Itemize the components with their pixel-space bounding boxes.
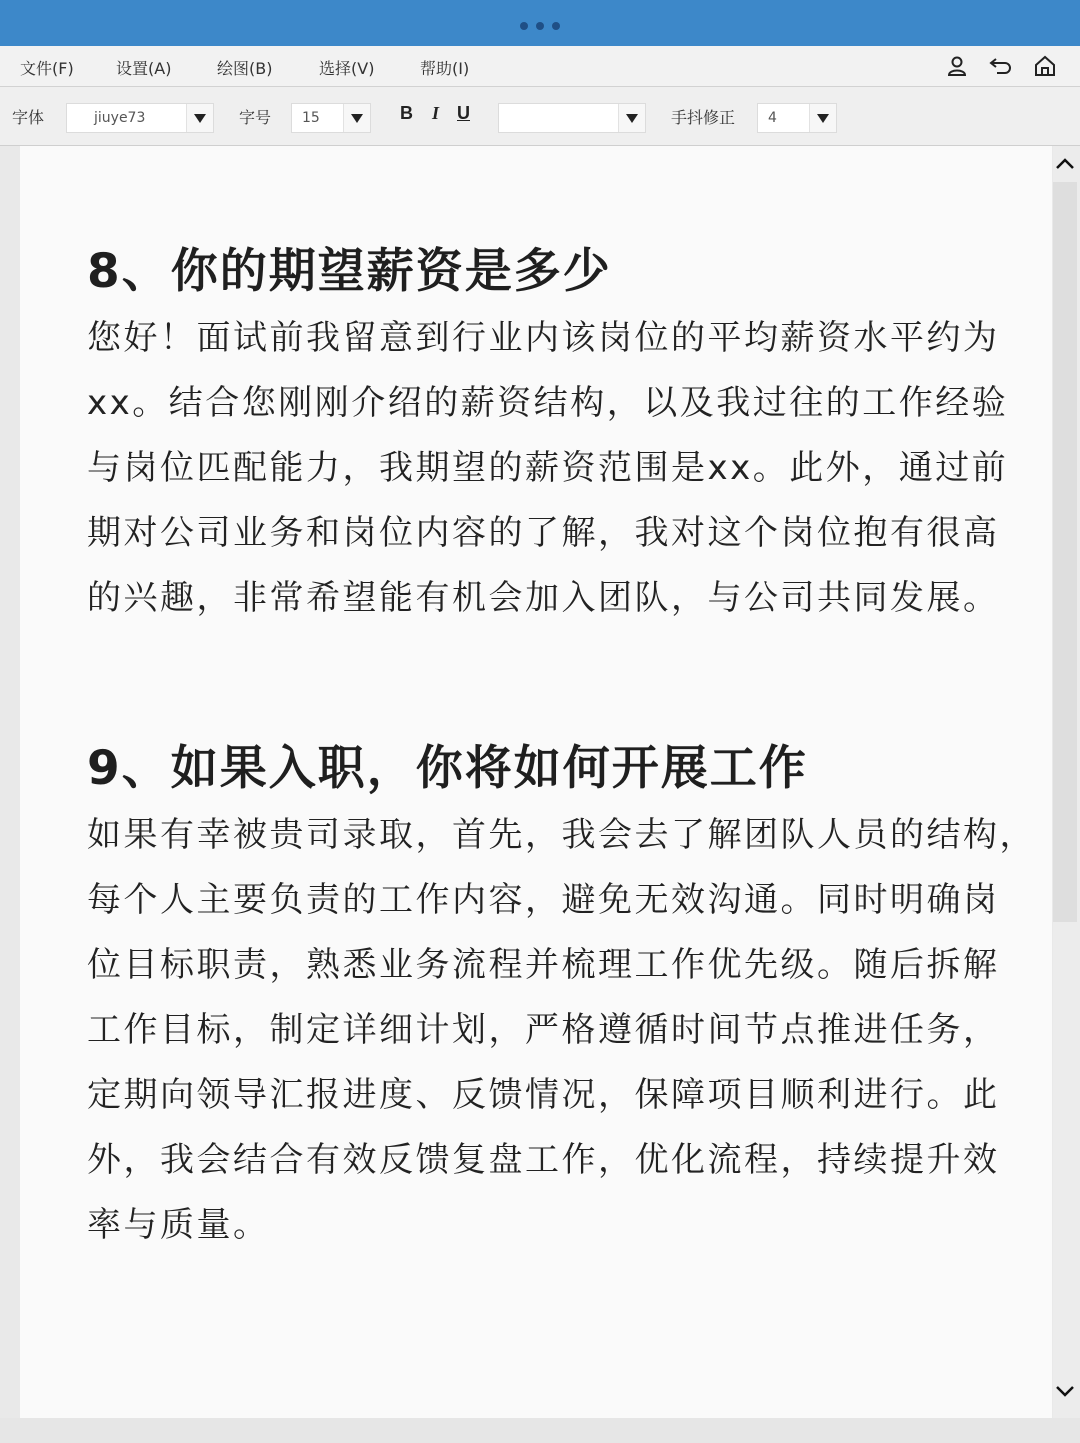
- format-toolbar: [0, 87, 1080, 146]
- chevron-down-icon[interactable]: [1054, 1380, 1076, 1402]
- menu-file[interactable]: 文件(F): [20, 59, 74, 78]
- bottom-border: [0, 1418, 1080, 1443]
- dot-icon: [520, 22, 528, 30]
- title-bar: [0, 0, 1080, 46]
- font-label: 字体: [12, 107, 45, 127]
- text-line: 与岗位匹配能力，我期望的薪资范围是xx。此外，通过前: [87, 448, 1009, 488]
- chevron-down-icon[interactable]: [809, 104, 836, 132]
- underline-button[interactable]: U: [457, 103, 470, 123]
- menu-draw[interactable]: 绘图(B): [217, 59, 273, 78]
- chevron-down-icon[interactable]: [186, 104, 213, 132]
- home-icon[interactable]: [1032, 54, 1058, 78]
- size-label: 字号: [239, 107, 272, 127]
- font-select[interactable]: [66, 103, 214, 133]
- italic-button[interactable]: I: [432, 103, 440, 123]
- size-select[interactable]: [291, 103, 371, 133]
- undo-icon[interactable]: [988, 54, 1014, 78]
- bold-button[interactable]: B: [400, 103, 413, 123]
- font-value: jiuye73: [94, 110, 146, 126]
- section-heading: 9、如果入职，你将如何开展工作: [87, 741, 808, 796]
- section-paragraph: [87, 306, 1017, 631]
- text-line: 如果有幸被贵司录取，首先，我会去了解团队人员的结构，: [87, 815, 1036, 855]
- jitter-value: 4: [768, 110, 777, 126]
- chevron-up-icon[interactable]: [1054, 153, 1076, 175]
- section-heading: 8、你的期望薪资是多少: [87, 244, 612, 299]
- text-line: 期对公司业务和岗位内容的了解，我对这个岗位抱有很高: [87, 513, 1000, 553]
- chevron-down-icon[interactable]: [343, 104, 370, 132]
- text-line: 定期向领导汇报进度、反馈情况，保障项目顺利进行。此: [87, 1075, 1000, 1115]
- user-icon[interactable]: [944, 54, 970, 78]
- menu-settings[interactable]: 设置(A): [116, 59, 172, 78]
- color-select[interactable]: [498, 103, 646, 133]
- chevron-down-icon[interactable]: [618, 104, 645, 132]
- scrollbar-thumb[interactable]: [1053, 182, 1077, 922]
- dot-icon: [536, 22, 544, 30]
- dot-icon: [552, 22, 560, 30]
- text-line: 您好！面试前我留意到行业内该岗位的平均薪资水平约为: [87, 318, 1000, 358]
- text-line: 率与质量。: [87, 1205, 270, 1245]
- text-line: xx。结合您刚刚介绍的薪资结构，以及我过往的工作经验: [87, 383, 1009, 423]
- section-paragraph: [87, 803, 1036, 1258]
- text-line: 外，我会结合有效反馈复盘工作，优化流程，持续提升效: [87, 1140, 1000, 1180]
- menu-bar: [0, 46, 1080, 87]
- size-value: 15: [302, 110, 320, 126]
- text-line: 位目标职责，熟悉业务流程并梳理工作优先级。随后拆解: [87, 945, 1000, 985]
- jitter-label: 手抖修正: [671, 107, 736, 127]
- text-line: 每个人主要负责的工作内容，避免无效沟通。同时明确岗: [87, 880, 1000, 920]
- text-line: 的兴趣，非常希望能有机会加入团队，与公司共同发展。: [87, 578, 1000, 618]
- text-line: 工作目标，制定详细计划，严格遵循时间节点推进任务，: [87, 1010, 1000, 1050]
- menu-select[interactable]: 选择(V): [319, 59, 375, 78]
- menu-help[interactable]: 帮助(I): [420, 59, 470, 78]
- jitter-select[interactable]: [757, 103, 837, 133]
- window-dots[interactable]: [520, 22, 560, 30]
